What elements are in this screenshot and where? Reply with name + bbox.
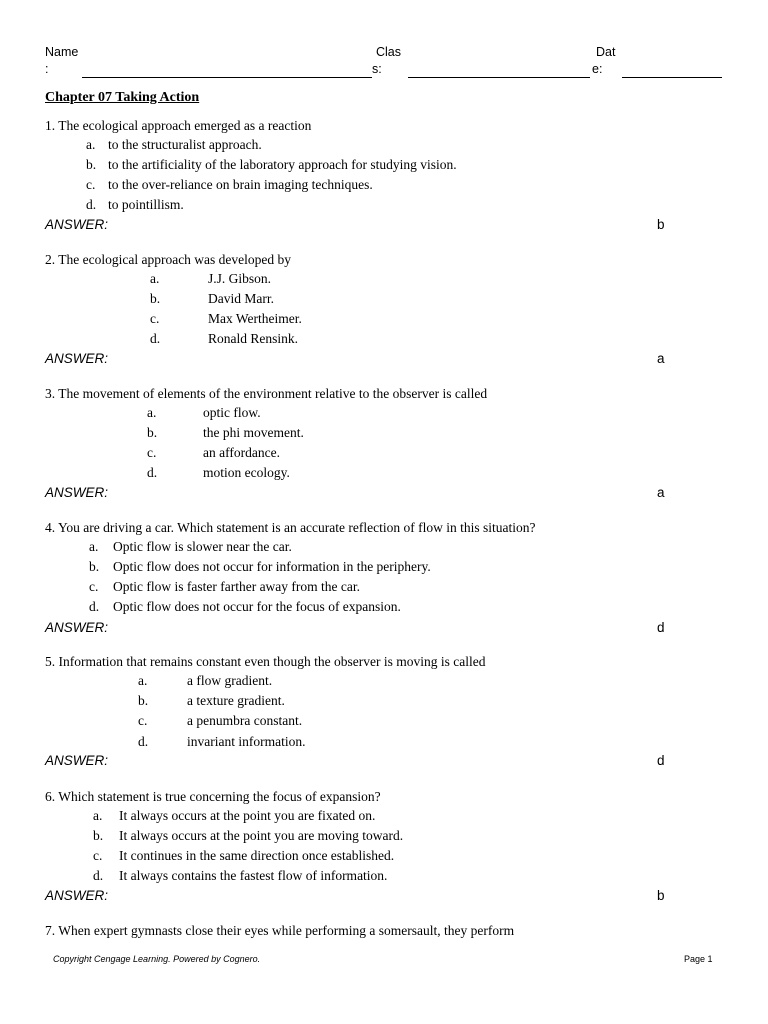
option-text: invariant information. (187, 734, 306, 749)
option-text: to the over-reliance on brain imaging techniques. (108, 177, 373, 192)
option-text: a texture gradient. (187, 693, 285, 708)
answer-value: d (657, 753, 665, 768)
option-text: J.J. Gibson. (208, 271, 272, 286)
option-text: Max Wertheimer. (208, 311, 302, 326)
answer-label: ANSWER: (45, 620, 109, 635)
option-letter: a. (86, 137, 96, 152)
option-text: the phi movement. (203, 425, 304, 440)
option-letter: b. (89, 559, 100, 574)
option-letter: a. (93, 808, 103, 823)
option-text: It always contains the fastest flow of information. (119, 868, 388, 883)
option-letter: c. (150, 311, 160, 326)
option-letter: b. (150, 291, 161, 306)
option-letter: d. (150, 331, 161, 346)
answer-value: d (657, 620, 665, 635)
option-letter: b. (86, 157, 97, 172)
question-text: 6. Which statement is true concerning the focus of expansion? (45, 789, 381, 804)
option-text: Optic flow is slower near the car. (113, 539, 292, 554)
option-text: optic flow. (203, 405, 261, 420)
option-text: Optic flow does not occur for the focus of expansion. (113, 599, 401, 614)
name-field-line[interactable] (82, 77, 372, 78)
answer-label: ANSWER: (45, 753, 109, 768)
option-letter: c. (86, 177, 96, 192)
option-letter: c. (147, 445, 157, 460)
class-field-line[interactable] (408, 77, 590, 78)
option-text: a flow gradient. (187, 673, 273, 688)
class-label-bottom: s: (372, 62, 382, 76)
option-text: to pointillism. (108, 197, 184, 212)
option-letter: a. (147, 405, 157, 420)
question-text: 4. You are driving a car. Which statement is an accurate reflection of flow in this situation? (45, 520, 536, 535)
question-text: 3. The movement of elements of the environment relative to the observer is called (45, 386, 488, 401)
option-letter: d. (86, 197, 97, 212)
answer-value: b (657, 888, 665, 903)
option-text: motion ecology. (203, 465, 290, 480)
option-letter: d. (138, 734, 149, 749)
option-letter: b. (138, 693, 149, 708)
option-text: a penumbra constant. (187, 713, 303, 728)
option-letter: d. (93, 868, 104, 883)
page-number: Page 1 (684, 954, 713, 964)
option-letter: c. (89, 579, 99, 594)
option-letter: a. (89, 539, 99, 554)
answer-label: ANSWER: (45, 217, 109, 232)
option-text: to the artificiality of the laboratory approach for studying vision. (108, 157, 457, 172)
name-colon: : (45, 62, 49, 76)
answer-label: ANSWER: (45, 888, 109, 903)
class-label-top: Clas (376, 45, 402, 59)
question-text: 5. Information that remains constant even though the observer is moving is called (45, 654, 486, 669)
name-label: Name (45, 45, 79, 59)
chapter-title: Chapter 07 Taking Action (45, 90, 200, 105)
option-text: an affordance. (203, 445, 280, 460)
question-text: 2. The ecological approach was developed by (45, 252, 292, 267)
option-text: It always occurs at the point you are fixated on. (119, 808, 376, 823)
option-letter: d. (147, 465, 158, 480)
answer-label: ANSWER: (45, 485, 109, 500)
copyright-text: Copyright Cengage Learning. Powered by Cognero. (53, 954, 261, 964)
option-text: It always occurs at the point you are moving toward. (119, 828, 404, 843)
option-letter: b. (147, 425, 158, 440)
option-letter: a. (138, 673, 148, 688)
option-text: David Marr. (208, 291, 274, 306)
option-text: Ronald Rensink. (208, 331, 298, 346)
option-letter: b. (93, 828, 104, 843)
question-text: 1. The ecological approach emerged as a reaction (45, 118, 312, 133)
option-letter: d. (89, 599, 100, 614)
question-text: 7. When expert gymnasts close their eyes while performing a somersault, they perform (45, 923, 515, 938)
option-letter: c. (138, 713, 148, 728)
answer-value: a (657, 351, 665, 366)
date-field-line[interactable] (622, 77, 722, 78)
option-text: to the structuralist approach. (108, 137, 262, 152)
option-text: Optic flow does not occur for information in the periphery. (113, 559, 431, 574)
date-label-bottom: e: (592, 62, 603, 76)
option-letter: c. (93, 848, 103, 863)
answer-value: b (657, 217, 665, 232)
option-text: Optic flow is faster farther away from the car. (113, 579, 361, 594)
answer-label: ANSWER: (45, 351, 109, 366)
date-label-top: Dat (596, 45, 616, 59)
answer-value: a (657, 485, 665, 500)
option-letter: a. (150, 271, 160, 286)
option-text: It continues in the same direction once established. (119, 848, 395, 863)
